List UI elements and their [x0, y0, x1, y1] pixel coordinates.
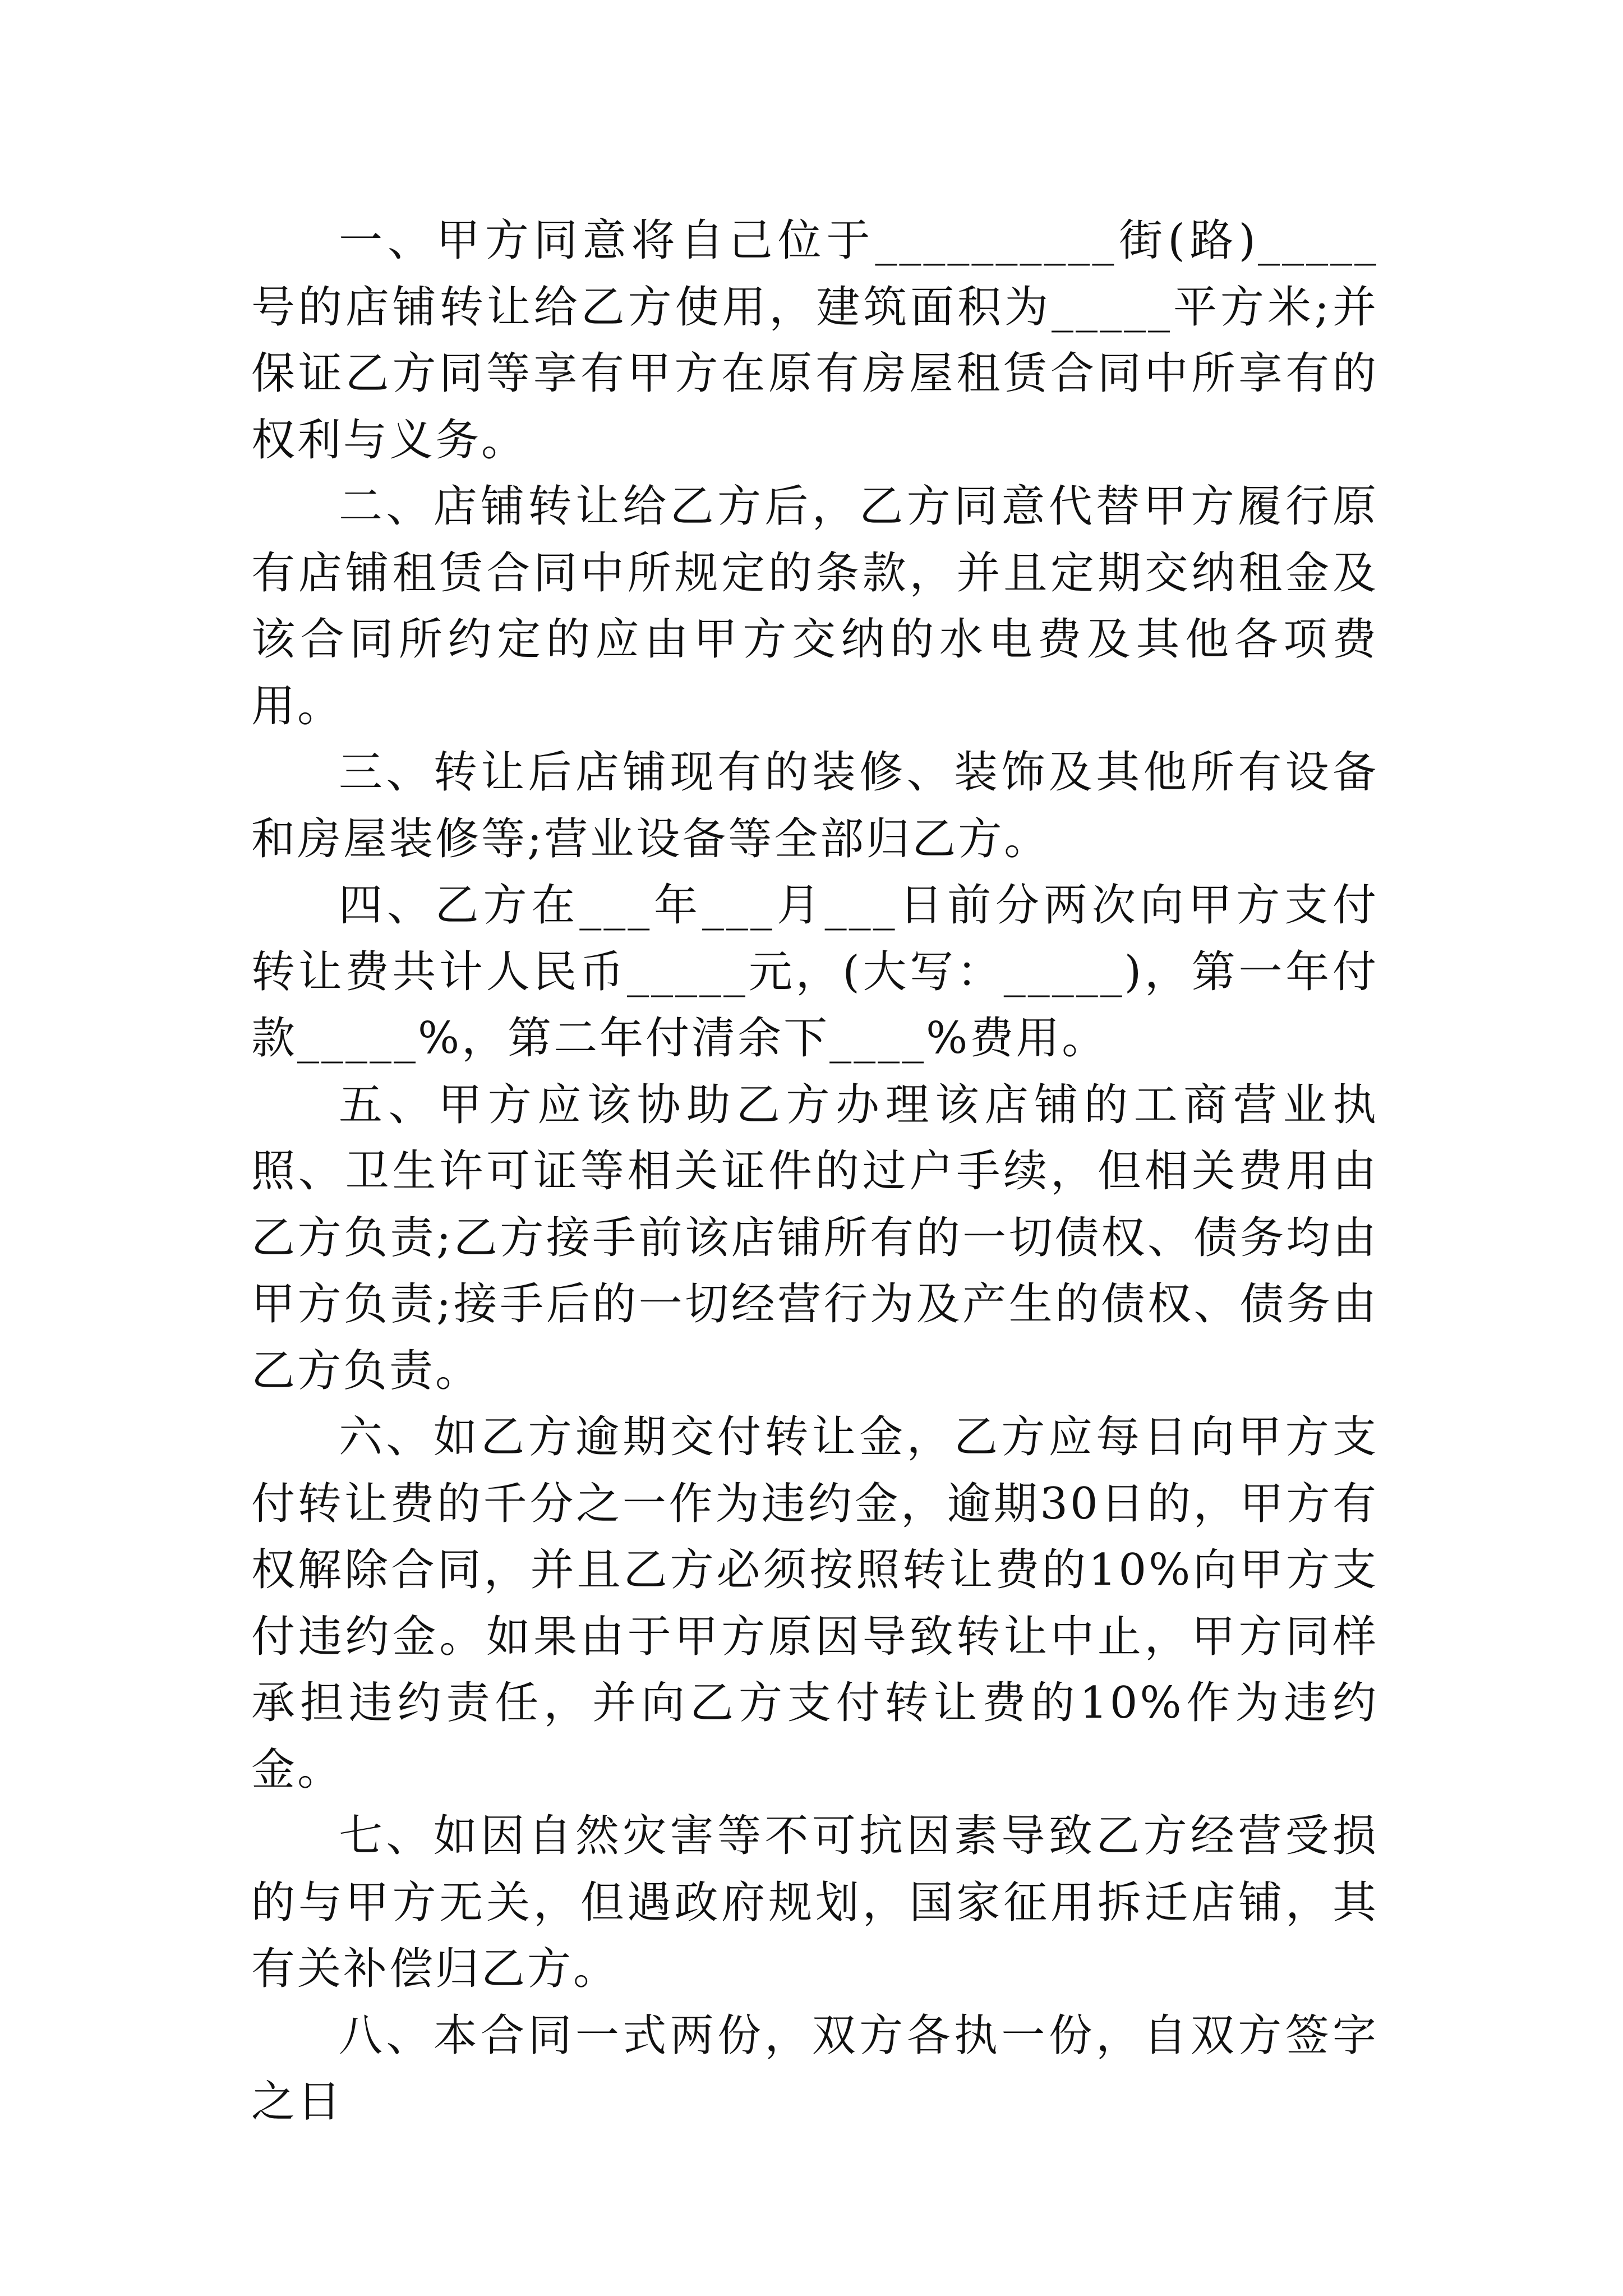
clause-8: 八、本合同一式两份，双方各执一份，自双方签字之日: [251, 2010, 1378, 2127]
clause-3: 三、转让后店铺现有的装修、装饰及其他所有设备和房屋装修等;营业设备等全部归乙方。: [251, 747, 1378, 864]
clause-7: 七、如因自然灾害等不可抗因素导致乙方经营受损的与甲方无关，但遇政府规划，国家征用拆迁店铺，其有关补偿归乙方。: [251, 1811, 1378, 1994]
clause-4: 四、乙方在___年___月___日前分两次向甲方支付转让费共计人民币_____元，(大写：_____)，第一年付款_____%，第二年付清余下____%费用。: [251, 880, 1378, 1064]
document-body: [251, 208, 1378, 2136]
clause-1: 一、甲方同意将自己位于__________街(路)_____号的店铺转让给乙方使用，建筑面积为_____平方米;并保证乙方同等享有甲方在原有房屋租赁合同中所享有的权利与义务。: [251, 215, 1378, 466]
clause-6: 六、如乙方逾期交付转让金，乙方应每日向甲方支付转让费的千分之一作为违约金，逾期30日的，甲方有权解除合同，并且乙方必须按照转让费的10%向甲方支付违约金。如果由于甲方原因导致转让中止，甲方同样承担违约责任，并向乙方支付转让费的10%作为违约金。: [251, 1412, 1378, 1795]
clause-2: 二、店铺转让给乙方后，乙方同意代替甲方履行原有店铺租赁合同中所规定的条款，并且定期交纳租金及该合同所约定的应由甲方交纳的水电费及其他各项费用。: [251, 481, 1378, 731]
clause-5: 五、甲方应该协助乙方办理该店铺的工商营业执照、卫生许可证等相关证件的过户手续，但相关费用由乙方负责;乙方接手前该店铺所有的一切债权、债务均由甲方负责;接手后的一切经营行为及产生的债权、债务由乙方负责。: [251, 1079, 1378, 1396]
